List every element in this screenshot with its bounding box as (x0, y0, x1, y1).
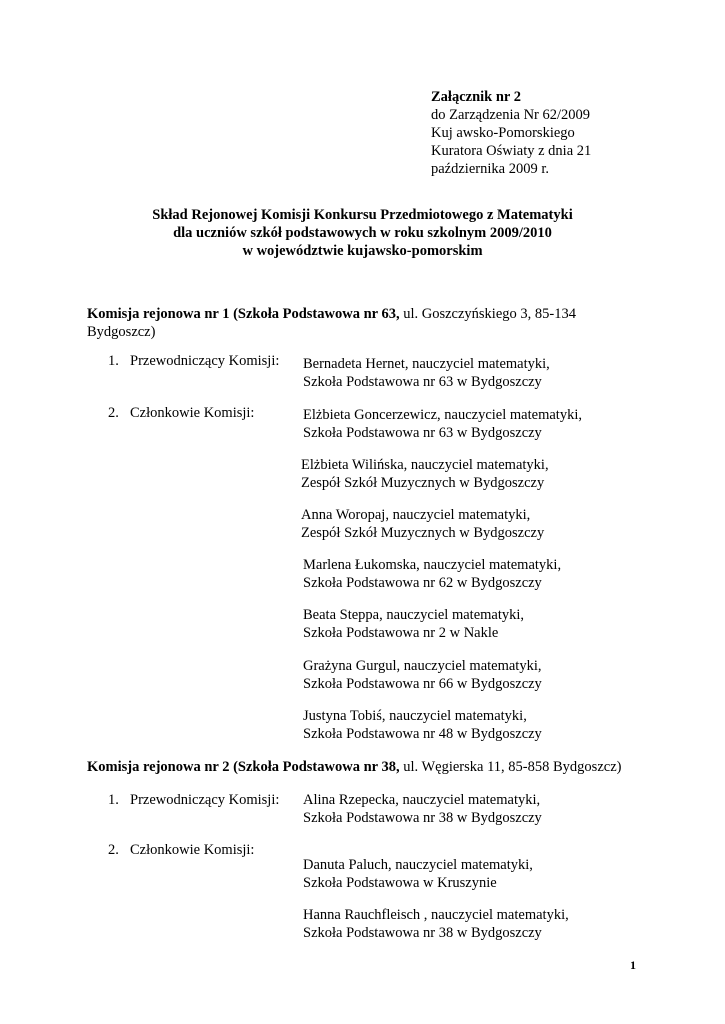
member-school: Szkoła Podstawowa nr 66 w Bydgoszczy (303, 676, 542, 692)
commission-1-heading (87, 305, 647, 341)
annex-line: października 2009 r. (431, 161, 549, 177)
commission-1-member (303, 657, 542, 693)
document-title (0, 206, 725, 260)
member-name: Elżbieta Wilińska, nauczyciel matematyki, (301, 457, 549, 473)
commission-1-chair (303, 355, 550, 391)
commission-1-member (301, 456, 549, 492)
commission-2-chair-role (108, 791, 279, 809)
member-name: Anna Woropaj, nauczyciel matematyki, (301, 507, 531, 523)
list-number: 2. (108, 405, 119, 421)
member-school: Szkoła Podstawowa nr 38 w Bydgoszczy (303, 925, 542, 941)
member-name: Danuta Paluch, nauczyciel matematyki, (303, 857, 533, 873)
commission-2-heading-bold: Komisja rejonowa nr 2 (Szkoła Podstawowa nr 38, (87, 759, 400, 775)
commission-2-chair (303, 791, 542, 827)
commission-1-chair-role (108, 352, 279, 370)
member-school: Szkoła Podstawowa nr 48 w Bydgoszczy (303, 726, 542, 742)
annex-line: Kuratora Oświaty z dnia 21 (431, 143, 592, 159)
list-number: 1. (108, 353, 119, 369)
commission-1-member (303, 406, 582, 442)
member-school: Zespół Szkół Muzycznych w Bydgoszczy (301, 525, 545, 541)
title-line: Skład Rejonowej Komisji Konkursu Przedmiotowego z Matematyki (152, 207, 573, 223)
member-name: Hanna Rauchfleisch , nauczyciel matematyki, (303, 907, 569, 923)
annex-line: Kuj awsko-Pomorskiego (431, 125, 575, 141)
member-school: Szkoła Podstawowa nr 2 w Nakle (303, 625, 499, 641)
commission-1-member (303, 556, 561, 592)
commission-2-heading-address: ul. Węgierska 11, 85-858 Bydgoszcz) (399, 759, 622, 775)
member-school: Szkoła Podstawowa nr 63 w Bydgoszczy (303, 374, 542, 390)
member-school: Szkoła Podstawowa nr 63 w Bydgoszczy (303, 425, 542, 441)
role-label: Członkowie Komisji: (130, 842, 255, 858)
member-name: Elżbieta Goncerzewicz, nauczyciel matematyki, (303, 407, 582, 423)
member-name: Marlena Łukomska, nauczyciel matematyki, (303, 557, 562, 573)
commission-1-members-role (108, 404, 254, 422)
annex-line: do Zarządzenia Nr 62/2009 (431, 107, 591, 123)
annex-header (431, 88, 691, 178)
commission-2-members-role (108, 841, 254, 859)
member-school: Szkoła Podstawowa w Kruszynie (303, 875, 497, 891)
commission-2-member (303, 906, 569, 942)
commission-2-member (303, 856, 533, 892)
member-name: Grażyna Gurgul, nauczyciel matematyki, (303, 658, 542, 674)
member-name: Alina Rzepecka, nauczyciel matematyki, (303, 792, 541, 808)
annex-title: Załącznik nr 2 (431, 89, 521, 105)
commission-1-member (303, 606, 524, 642)
list-number: 1. (108, 792, 119, 808)
member-school: Zespół Szkół Muzycznych w Bydgoszczy (301, 475, 545, 491)
member-name: Beata Steppa, nauczyciel matematyki, (303, 607, 525, 623)
title-line: dla uczniów szkół podstawowych w roku szkolnym 2009/2010 (173, 225, 552, 241)
member-name: Bernadeta Hernet, nauczyciel matematyki, (303, 356, 550, 372)
commission-2-heading (87, 758, 707, 776)
role-label: Przewodniczący Komisji: (130, 792, 280, 808)
title-line: w województwie kujawsko-pomorskim (242, 243, 483, 259)
role-label: Członkowie Komisji: (130, 405, 255, 421)
list-number: 2. (108, 842, 119, 858)
member-name: Justyna Tobiś, nauczyciel matematyki, (303, 708, 527, 724)
commission-1-heading-city: Bydgoszcz) (87, 324, 156, 340)
page-number: 1 (630, 958, 636, 972)
member-school: Szkoła Podstawowa nr 62 w Bydgoszczy (303, 575, 542, 591)
commission-1-heading-address: ul. Goszczyńskiego 3, 85-134 (399, 306, 576, 322)
role-label: Przewodniczący Komisji: (130, 353, 280, 369)
commission-1-member (301, 506, 544, 542)
commission-1-heading-bold: Komisja rejonowa nr 1 (Szkoła Podstawowa nr 63, (87, 306, 400, 322)
member-school: Szkoła Podstawowa nr 38 w Bydgoszczy (303, 810, 542, 826)
commission-1-member (303, 707, 542, 743)
